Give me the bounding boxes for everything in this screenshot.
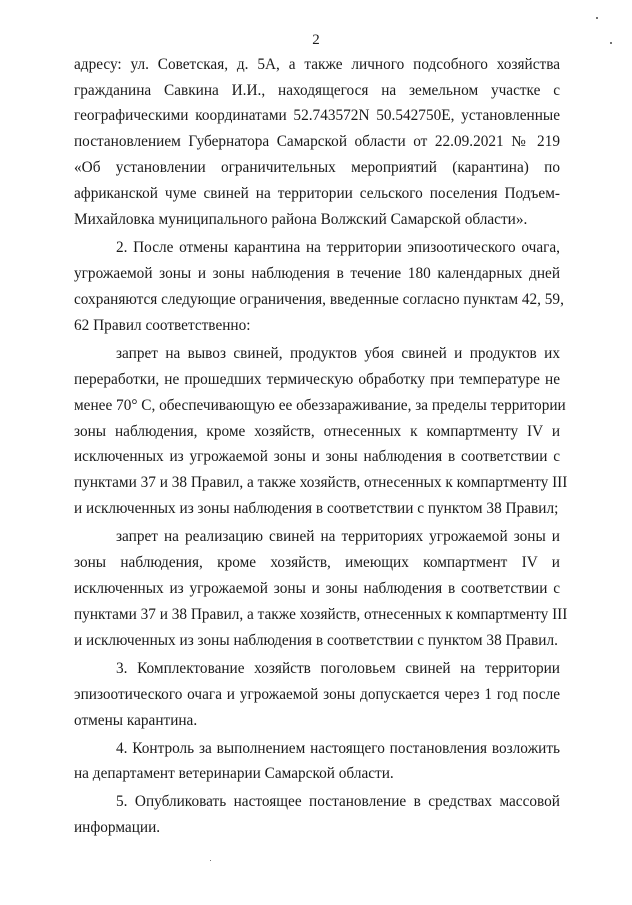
text-line: запрет на реализацию свиней на территориях угрожаемой зоны и (116, 528, 560, 545)
text-line: эпизоотического очага и угрожаемой зоны допускается через 1 год после (74, 686, 560, 703)
text-line: «Об установлении ограничительных мероприятий (карантина) по (74, 159, 560, 176)
scan-speck (610, 42, 612, 44)
text-line: Михайловка муниципального района Волжский Самарской области». (74, 211, 528, 228)
text-line: 3. Комплектование хозяйств поголовьем свиней на территории (116, 660, 560, 677)
scan-speck (210, 860, 211, 861)
text-line: на департамент ветеринарии Самарской области. (74, 765, 394, 782)
text-line: менее 70° С, обеспечивающую ее обеззараживание, за пределы территории (74, 397, 566, 414)
text-line: зоны наблюдения, кроме хозяйств, имеющих компартмент IV и (74, 554, 560, 571)
text-line: сохраняются следующие ограничения, введенные согласно пунктам 42, 59, (74, 291, 564, 308)
text-line: адресу: ул. Советская, д. 5А, а также личного подсобного хозяйства (74, 56, 560, 73)
text-line: географическими координатами 52.743572N 50.542750E, установленные (74, 107, 560, 124)
text-line: угрожаемой зоны и зоны наблюдения в течение 180 календарных дней (74, 265, 560, 282)
text-line: информации. (74, 819, 161, 836)
text-line: и исключенных из зоны наблюдения в соответствии с пунктом 38 Правил. (74, 632, 558, 649)
text-line: африканской чуме свиней на территории сельского поселения Подъем- (74, 185, 560, 202)
text-line: постановлением Губернатора Самарской области от 22.09.2021 № 219 (74, 133, 560, 150)
page-number: 2 (312, 32, 320, 48)
text-line: запрет на вывоз свиней, продуктов убоя свиней и продуктов их (116, 345, 560, 362)
text-line: зоны наблюдения, кроме хозяйств, отнесенных к компартменту IV и (74, 423, 560, 440)
text-line: 5. Опубликовать настоящее постановление в средствах массовой (116, 793, 560, 810)
text-line: и исключенных из зоны наблюдения в соответствии с пунктом 38 Правил; (74, 500, 559, 517)
text-line: пунктами 37 и 38 Правил, а также хозяйств, отнесенных к компартменту III (74, 606, 568, 623)
text-line: гражданина Савкина И.И., находящегося на земельном участке с (74, 82, 560, 99)
text-line: исключенных из угрожаемой зоны и зоны наблюдения в соответствии с (74, 448, 560, 465)
text-line: 2. После отмены карантина на территории эпизоотического очага, (116, 239, 560, 256)
text-line: пунктами 37 и 38 Правил, а также хозяйств, отнесенных к компартменту III (74, 474, 568, 491)
text-line: 4. Контроль за выполнением настоящего постановления возложить (116, 740, 560, 757)
text-line: 62 Правил соответственно: (74, 317, 251, 334)
scan-speck (596, 17, 598, 19)
text-line: отмены карантина. (74, 712, 198, 729)
text-line: переработки, не прошедших термическую обработку при температуре не (74, 371, 560, 388)
text-line: исключенных из угрожаемой зоны и зоны наблюдения в соответствии с (74, 580, 560, 597)
